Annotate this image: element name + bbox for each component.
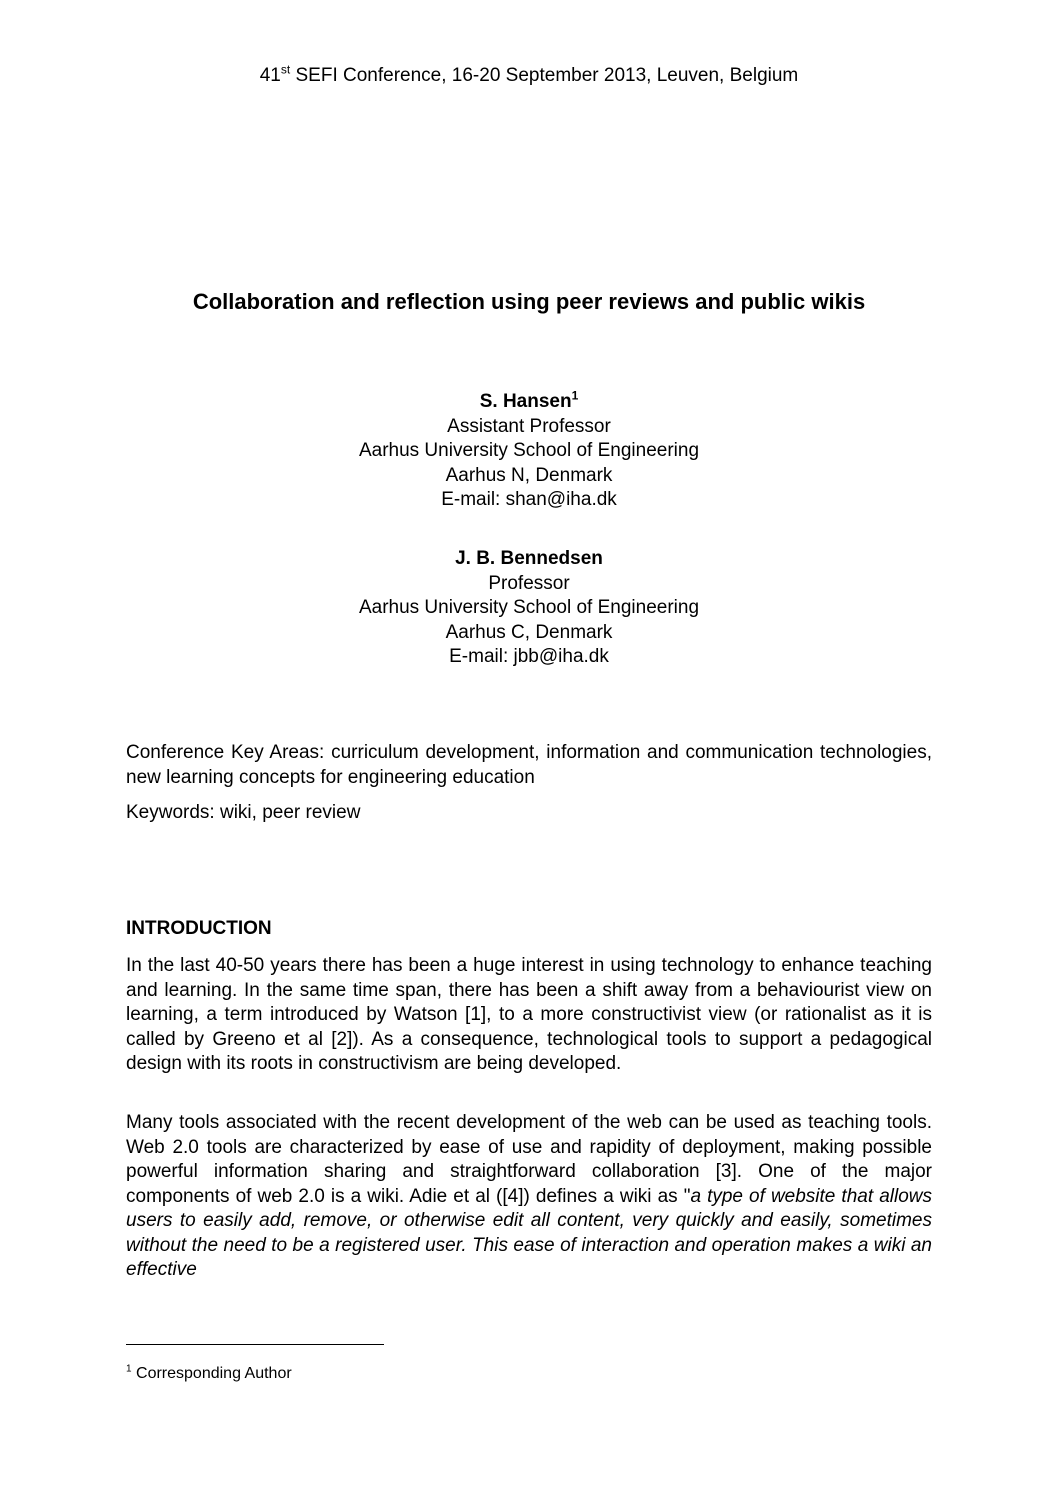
intro-paragraph-2-text: Many tools associated with the recent development of the web can be used as teaching tools. Web 2.0 tools are characterized by ease of use and rapidity of deployment, making possible powerful information sharing and straightforward collaboration [3]. One of the major components of web 2.0 is a wiki. Adie et al ([4]) defines a wiki as "	[126, 1112, 932, 1207]
author-affiliation: Aarhus University School of Engineering	[358, 440, 700, 461]
section-heading-introduction: INTRODUCTION	[126, 918, 272, 939]
wiki-definition-quote: a type of website that allows users to easily add, remove, or otherwise edit all content, very quickly and easily, sometimes without the need to be a registered user. This ease of interaction and operation makes a wiki an effective	[126, 1185, 932, 1280]
author-block-1	[229, 390, 829, 513]
author-email: E-mail: shan@iha.dk	[441, 489, 617, 510]
intro-paragraph-2	[126, 1111, 932, 1283]
intro-paragraph-1: In the last 40-50 years there has been a huge interest in using technology to enhance teaching and learning. In the same time span, there has been a shift away from a behaviourist view on learning, a term introduced by Watson [1], to a more constructivist view (or rationalist as it is called by Greeno et al [2]). As a consequence, technological tools to support a pedagogical design with its roots in constructivism are being developed.	[126, 955, 932, 1074]
footnote-marker: 1	[126, 1363, 132, 1375]
author-block-2	[229, 547, 829, 670]
author-footnote-marker: 1	[571, 388, 579, 403]
author-email: E-mail: jbb@iha.dk	[449, 646, 609, 667]
conference-key-areas: Conference Key Areas: curriculum development, information and communication technologies, new learning concepts for engineering education	[126, 742, 932, 788]
footnote-text: Corresponding Author	[131, 1365, 292, 1382]
conference-header-text: SEFI Conference, 16-20 September 2013, Leuven, Belgium	[290, 65, 799, 86]
footnote-divider	[126, 1344, 384, 1345]
keywords: Keywords: wiki, peer review	[126, 802, 361, 823]
author-location: Aarhus C, Denmark	[445, 621, 613, 643]
author-name: J. B. Bennedsen	[455, 548, 603, 569]
paper-title: Collaboration and reflection using peer reviews and public wikis	[192, 289, 866, 314]
author-location: Aarhus N, Denmark	[445, 464, 613, 486]
author-name: S. Hansen$^1$	[479, 388, 579, 412]
author-position: Professor	[488, 572, 570, 594]
author-affiliation: Aarhus University School of Engineering	[358, 597, 700, 618]
footnote	[126, 1363, 292, 1385]
conference-ordinal: 41	[259, 65, 281, 86]
conference-ordinal-suffix: st	[280, 62, 291, 77]
conference-header	[0, 64, 1058, 88]
author-position: Assistant Professor	[447, 415, 611, 437]
